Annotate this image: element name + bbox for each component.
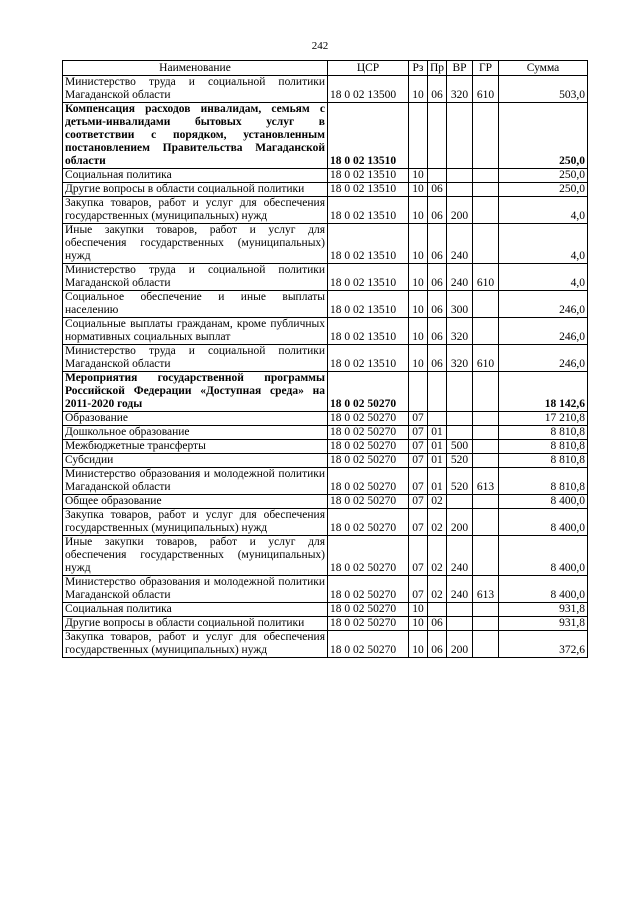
cell-vr: 200 (447, 197, 473, 224)
cell-name: Социальные выплаты гражданам, кроме публичных нормативных социальных выплат (63, 318, 328, 345)
cell-pr: 02 (428, 576, 447, 603)
cell-vr: 200 (447, 509, 473, 536)
header-gr: ГР (473, 61, 499, 76)
cell-csr: 18 0 02 50270 (328, 509, 409, 536)
header-csr: ЦСР (328, 61, 409, 76)
cell-rz: 10 (409, 224, 428, 264)
cell-rz: 07 (409, 576, 428, 603)
cell-csr: 18 0 02 50270 (328, 617, 409, 631)
cell-name: Министерство образования и молодежной политики Магаданской области (63, 468, 328, 495)
table-row (63, 318, 588, 345)
cell-name: Межбюджетные трансферты (63, 440, 328, 454)
cell-vr (447, 372, 473, 412)
cell-csr: 18 0 02 50270 (328, 631, 409, 658)
cell-gr: 610 (473, 264, 499, 291)
cell-name: Министерство труда и социальной политики Магаданской области (63, 76, 328, 103)
cell-gr (473, 454, 499, 468)
cell-gr (473, 224, 499, 264)
cell-csr: 18 0 02 13510 (328, 345, 409, 372)
cell-name: Субсидии (63, 454, 328, 468)
cell-pr: 02 (428, 509, 447, 536)
cell-gr (473, 631, 499, 658)
header-rz: Рз (409, 61, 428, 76)
header-vr: ВР (447, 61, 473, 76)
cell-csr: 18 0 02 13510 (328, 169, 409, 183)
table-row (63, 536, 588, 576)
cell-rz: 10 (409, 291, 428, 318)
cell-rz: 07 (409, 440, 428, 454)
cell-pr: 02 (428, 536, 447, 576)
cell-vr: 500 (447, 440, 473, 454)
cell-csr: 18 0 02 50270 (328, 454, 409, 468)
cell-gr (473, 617, 499, 631)
cell-gr (473, 318, 499, 345)
cell-vr (447, 103, 473, 169)
cell-rz: 10 (409, 183, 428, 197)
cell-name: Министерство труда и социальной политики Магаданской области (63, 264, 328, 291)
budget-table (62, 60, 588, 658)
cell-csr: 18 0 02 13510 (328, 291, 409, 318)
cell-gr (473, 291, 499, 318)
header-sum: Сумма (499, 61, 588, 76)
cell-pr: 06 (428, 345, 447, 372)
cell-rz: 07 (409, 509, 428, 536)
cell-name: Министерство образования и молодежной политики Магаданской области (63, 576, 328, 603)
table-row (63, 631, 588, 658)
cell-sum: 372,6 (499, 631, 588, 658)
cell-sum: 8 400,0 (499, 495, 588, 509)
cell-sum: 4,0 (499, 197, 588, 224)
cell-name: Закупка товаров, работ и услуг для обеспечения государственных (муниципальных) нужд (63, 197, 328, 224)
cell-sum: 250,0 (499, 169, 588, 183)
cell-name: Иные закупки товаров, работ и услуг для обеспечения государственных (муниципальных) нужд (63, 224, 328, 264)
cell-name: Образование (63, 412, 328, 426)
cell-csr: 18 0 02 50270 (328, 468, 409, 495)
cell-csr: 18 0 02 50270 (328, 495, 409, 509)
cell-pr: 06 (428, 183, 447, 197)
cell-vr (447, 412, 473, 426)
cell-rz (409, 372, 428, 412)
table-row (63, 291, 588, 318)
cell-vr: 200 (447, 631, 473, 658)
table-row (63, 183, 588, 197)
cell-csr: 18 0 02 13510 (328, 183, 409, 197)
cell-pr: 01 (428, 454, 447, 468)
cell-rz: 10 (409, 631, 428, 658)
cell-sum: 8 400,0 (499, 509, 588, 536)
cell-vr (447, 426, 473, 440)
cell-vr (447, 183, 473, 197)
cell-gr (473, 426, 499, 440)
cell-gr (473, 183, 499, 197)
cell-gr (473, 372, 499, 412)
cell-csr: 18 0 02 50270 (328, 426, 409, 440)
header-name: Наименование (63, 61, 328, 76)
cell-name: Социальная политика (63, 603, 328, 617)
cell-sum: 8 810,8 (499, 468, 588, 495)
table-row (63, 412, 588, 426)
cell-vr (447, 603, 473, 617)
cell-name: Иные закупки товаров, работ и услуг для обеспечения государственных (муниципальных) нужд (63, 536, 328, 576)
cell-csr: 18 0 02 13500 (328, 76, 409, 103)
cell-rz: 10 (409, 169, 428, 183)
cell-sum: 8 400,0 (499, 536, 588, 576)
cell-csr: 18 0 02 50270 (328, 372, 409, 412)
cell-rz: 10 (409, 603, 428, 617)
cell-sum: 8 810,8 (499, 440, 588, 454)
cell-name: Министерство труда и социальной политики Магаданской области (63, 345, 328, 372)
cell-pr: 06 (428, 224, 447, 264)
table-row (63, 224, 588, 264)
cell-vr: 520 (447, 468, 473, 495)
cell-gr (473, 495, 499, 509)
cell-csr: 18 0 02 50270 (328, 576, 409, 603)
cell-sum: 8 400,0 (499, 576, 588, 603)
cell-csr: 18 0 02 50270 (328, 440, 409, 454)
cell-name: Закупка товаров, работ и услуг для обеспечения государственных (муниципальных) нужд (63, 631, 328, 658)
cell-csr: 18 0 02 50270 (328, 536, 409, 576)
cell-gr (473, 440, 499, 454)
cell-csr: 18 0 02 50270 (328, 603, 409, 617)
cell-vr: 300 (447, 291, 473, 318)
cell-pr: 06 (428, 264, 447, 291)
cell-pr: 06 (428, 617, 447, 631)
cell-pr (428, 372, 447, 412)
cell-pr: 06 (428, 631, 447, 658)
table-row (63, 617, 588, 631)
cell-gr (473, 103, 499, 169)
cell-name: Социальное обеспечение и иные выплаты населению (63, 291, 328, 318)
cell-sum: 246,0 (499, 345, 588, 372)
cell-gr (473, 603, 499, 617)
cell-csr: 18 0 02 13510 (328, 264, 409, 291)
table-row (63, 440, 588, 454)
cell-sum: 931,8 (499, 603, 588, 617)
cell-rz: 07 (409, 495, 428, 509)
cell-rz: 10 (409, 617, 428, 631)
cell-rz: 07 (409, 412, 428, 426)
cell-rz: 10 (409, 197, 428, 224)
cell-sum: 4,0 (499, 264, 588, 291)
table-row (63, 264, 588, 291)
table-row (63, 169, 588, 183)
table-row (63, 426, 588, 440)
cell-rz: 10 (409, 264, 428, 291)
cell-vr: 240 (447, 536, 473, 576)
cell-sum: 18 142,6 (499, 372, 588, 412)
cell-sum: 4,0 (499, 224, 588, 264)
cell-sum: 8 810,8 (499, 454, 588, 468)
cell-pr (428, 103, 447, 169)
cell-csr: 18 0 02 50270 (328, 412, 409, 426)
cell-name: Закупка товаров, работ и услуг для обеспечения государственных (муниципальных) нужд (63, 509, 328, 536)
cell-rz: 10 (409, 318, 428, 345)
cell-pr (428, 412, 447, 426)
table-row (63, 345, 588, 372)
cell-gr (473, 509, 499, 536)
cell-pr: 02 (428, 495, 447, 509)
cell-pr: 06 (428, 291, 447, 318)
cell-vr: 320 (447, 318, 473, 345)
cell-sum: 17 210,8 (499, 412, 588, 426)
table-body (63, 76, 588, 658)
table-row (63, 576, 588, 603)
cell-vr: 320 (447, 76, 473, 103)
cell-name: Дошкольное образование (63, 426, 328, 440)
cell-gr (473, 412, 499, 426)
cell-name: Мероприятия государственной программы Российской Федерации «Доступная среда» на 2011-2020 годы (63, 372, 328, 412)
cell-name: Компенсация расходов инвалидам, семьям с детьми-инвалидами бытовых услуг в соответствии с порядком, установленным постановлением Правительства Магаданской области (63, 103, 328, 169)
table-row (63, 197, 588, 224)
header-pr: Пр (428, 61, 447, 76)
cell-sum: 250,0 (499, 103, 588, 169)
cell-vr: 240 (447, 264, 473, 291)
cell-vr: 520 (447, 454, 473, 468)
cell-sum: 503,0 (499, 76, 588, 103)
table-row (63, 454, 588, 468)
cell-rz (409, 103, 428, 169)
cell-pr: 01 (428, 440, 447, 454)
cell-vr (447, 495, 473, 509)
cell-pr: 01 (428, 426, 447, 440)
cell-gr (473, 169, 499, 183)
cell-sum: 246,0 (499, 318, 588, 345)
cell-vr: 240 (447, 576, 473, 603)
cell-pr (428, 603, 447, 617)
cell-csr: 18 0 02 13510 (328, 224, 409, 264)
cell-vr (447, 617, 473, 631)
cell-name: Другие вопросы в области социальной политики (63, 617, 328, 631)
cell-pr: 06 (428, 318, 447, 345)
cell-rz: 07 (409, 426, 428, 440)
cell-sum: 8 810,8 (499, 426, 588, 440)
cell-gr: 610 (473, 345, 499, 372)
cell-name: Общее образование (63, 495, 328, 509)
cell-sum: 250,0 (499, 183, 588, 197)
cell-pr: 06 (428, 76, 447, 103)
cell-csr: 18 0 02 13510 (328, 318, 409, 345)
table-row (63, 495, 588, 509)
cell-rz: 07 (409, 468, 428, 495)
cell-gr (473, 536, 499, 576)
table-row (63, 76, 588, 103)
cell-gr: 613 (473, 576, 499, 603)
cell-pr: 01 (428, 468, 447, 495)
cell-csr: 18 0 02 13510 (328, 197, 409, 224)
table-row (63, 103, 588, 169)
cell-name: Другие вопросы в области социальной политики (63, 183, 328, 197)
cell-name: Социальная политика (63, 169, 328, 183)
cell-vr (447, 169, 473, 183)
cell-rz: 07 (409, 536, 428, 576)
cell-sum: 931,8 (499, 617, 588, 631)
cell-gr: 610 (473, 76, 499, 103)
table-row (63, 372, 588, 412)
cell-gr (473, 197, 499, 224)
cell-rz: 07 (409, 454, 428, 468)
page-number: 242 (311, 40, 329, 52)
cell-rz: 10 (409, 76, 428, 103)
table-header-row (63, 61, 588, 76)
table-row (63, 603, 588, 617)
cell-pr: 06 (428, 197, 447, 224)
cell-rz: 10 (409, 345, 428, 372)
cell-vr: 320 (447, 345, 473, 372)
cell-csr: 18 0 02 13510 (328, 103, 409, 169)
cell-vr: 240 (447, 224, 473, 264)
table-row (63, 509, 588, 536)
table-row (63, 468, 588, 495)
cell-gr: 613 (473, 468, 499, 495)
cell-pr (428, 169, 447, 183)
cell-sum: 246,0 (499, 291, 588, 318)
